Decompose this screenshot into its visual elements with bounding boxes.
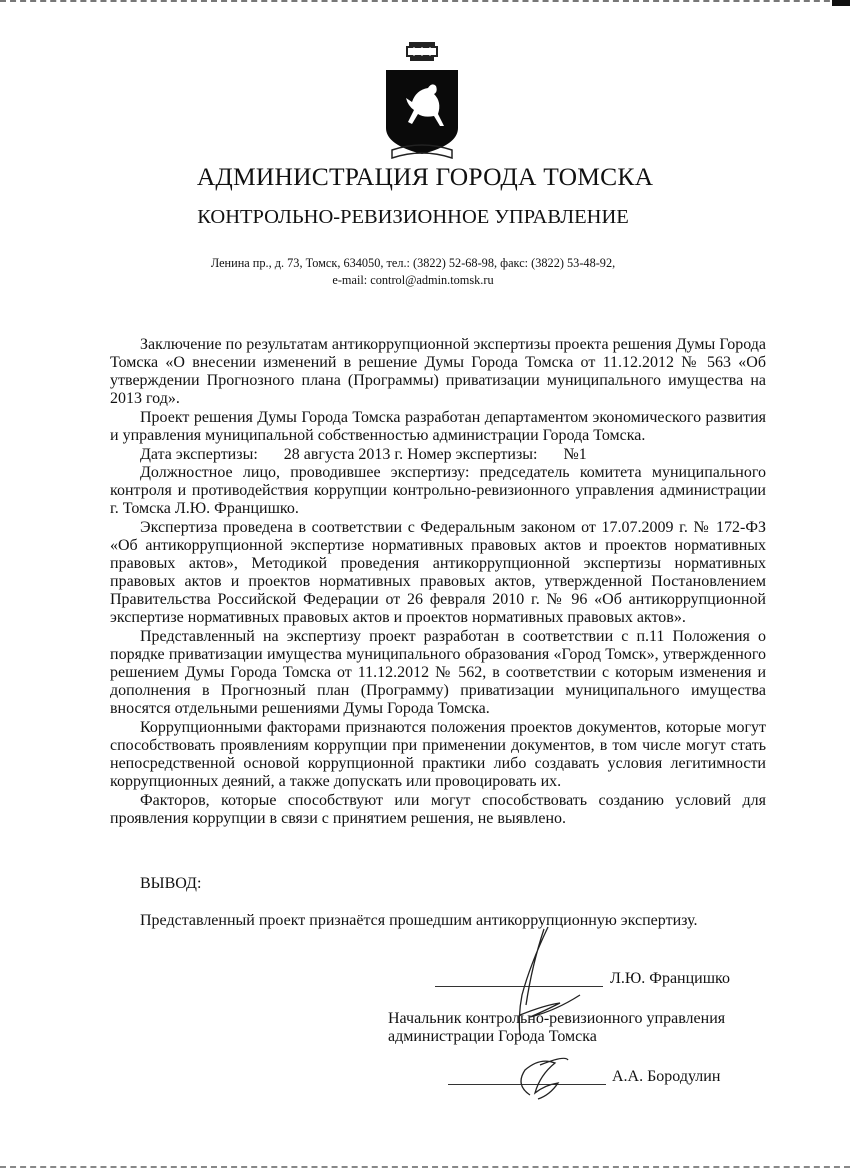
- paragraph-regulation: Представленный на экспертизу проект разработан в соответствии с п.11 Положения о порядке приватизации имущества муниципального образования «Город Томск», утвержденного решением Думы Города Томска от 11.12.2012 № 562, в соответствии с которым изменения и дополнения в Прогнозный план (Программу) приватизации муниципального имущества вносятся отдельными решениями Думы Города Томска.: [110, 628, 766, 717]
- signature-line: [448, 1084, 606, 1085]
- paragraph-official: Должностное лицо, проводившее экспертизу: председатель комитета муниципального контроля и противодействия коррупции контрольно-ревизионного управления администрации г. Томска Л.Ю. Францишко.: [110, 464, 766, 517]
- address-line: Ленина пр., д. 73, Томск, 634050, тел.: (3822) 52-68-98, факс: (3822) 53-48-92,: [210, 256, 616, 270]
- signer-title-line: Начальник контрольно-ревизионного управления: [388, 1010, 726, 1027]
- conclusion-heading: ВЫВОД:: [140, 875, 202, 892]
- signer-title: [388, 1010, 725, 1046]
- document-body: [110, 336, 766, 829]
- paragraph-findings: Факторов, которые способствуют или могут способствовать созданию условий для проявления коррупции в связи с принятием решения, не выявлено.: [110, 792, 766, 827]
- signer-name: А.А. Бородулин: [612, 1068, 721, 1085]
- scan-edge-bottom: [0, 1164, 850, 1168]
- paragraph-corruption-factors: Коррупционными факторами признаются положения проектов документов, которые могут способствовать проявлениям коррупции при применении документов, в том числе могут стать непосредственной основой коррупционной практики либо создавать условия легитимности коррупционных деяний, а также допускать или провоцировать их.: [110, 719, 766, 790]
- signer-title-line: администрации Города Томска: [388, 1028, 597, 1045]
- paragraph-subject: Заключение по результатам антикоррупционной экспертизы проекта решения Думы Города Томска «О внесении изменений в решение Думы Города Томска от 11.12.2012 № 563 «Об утверждении Прогнозного плана (Программы) приватизации муниципального имущества на 2013 год».: [110, 336, 766, 407]
- handwritten-signature-2: [510, 1055, 570, 1105]
- paragraph-legal-basis: Экспертиза проведена в соответствии с Федеральным законом от 17.07.2009 г. № 172-ФЗ «Об антикоррупционной экспертизе нормативных правовых актов и проектов нормативных правовых актов», Методикой проведения антикоррупционной экспертизы нормативных правовых актов и проектов нормативных правовых актов, утвержденной Постановлением Правительства Российской Федерации от 26 февраля 2010 г. № 96 «Об антикоррупционной экспертизе нормативных правовых актов и проектов нормативных правовых актов».: [110, 519, 766, 626]
- scan-edge-top: [0, 0, 850, 4]
- department-title: КОНТРОЛЬНО-РЕВИЗИОННОЕ УПРАВЛЕНИЕ: [197, 206, 629, 228]
- signer-name: Л.Ю. Францишко: [610, 970, 731, 987]
- scan-artifact: [832, 0, 850, 6]
- number-value: №1: [563, 446, 587, 463]
- date-label: Дата экспертизы:: [140, 446, 258, 463]
- organization-title: АДМИНИСТРАЦИЯ ГОРОДА ТОМСКА: [196, 162, 654, 191]
- expertise-date-line: [110, 446, 766, 464]
- email-line: e-mail: control@admin.tomsk.ru: [332, 273, 494, 287]
- conclusion-text: Представленный проект признаётся прошедшим антикоррупционную экспертизу.: [140, 912, 698, 929]
- address-block: [0, 255, 826, 289]
- date-value: 28 августа 2013 г.: [283, 446, 404, 463]
- tomsk-coat-of-arms-icon: [372, 40, 472, 165]
- paragraph-developer: Проект решения Думы Города Томска разработан департаментом экономического развития и управления муниципальной собственностью администрации Города Томска.: [110, 409, 766, 444]
- number-label: Номер экспертизы:: [407, 446, 538, 463]
- signature-line: [435, 986, 603, 987]
